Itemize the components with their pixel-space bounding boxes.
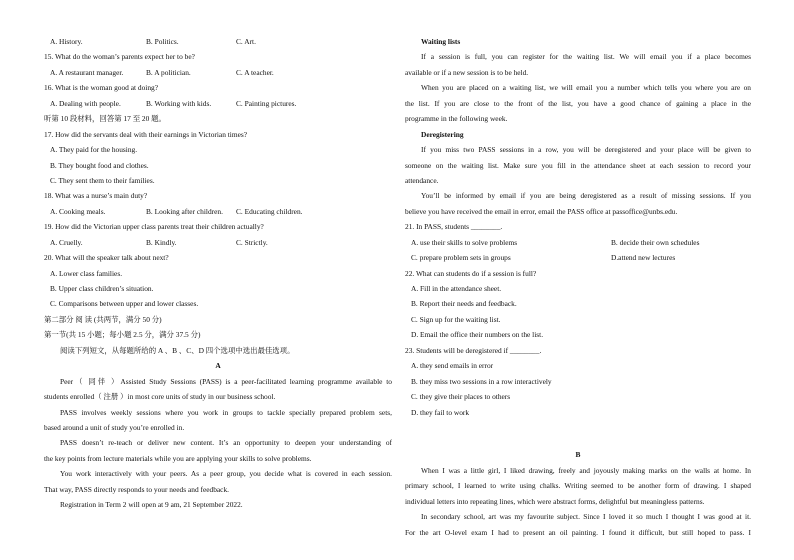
paragraph-line: believe you have received the email in error, email the PASS office at passoffice@unbs.edu. bbox=[405, 206, 678, 216]
option: D. Email the office their numbers on the list. bbox=[411, 330, 544, 340]
paragraph-line: someone on the waiting list. Make sure you fill in the attendance sheet at each session to record your bbox=[405, 160, 751, 170]
paragraph-line: available or if a new session is to be held. bbox=[405, 67, 529, 77]
paragraph-line: individual letters into repeating lines, which were abstract forms, delightful but meaningless patterns. bbox=[405, 496, 705, 506]
paragraph-line: PASS involves weekly sessions where you work in groups to tackle specially prepared problem sets, bbox=[60, 407, 392, 417]
waiting-lists-heading: Waiting lists bbox=[421, 37, 461, 46]
paragraph-line: You’ll be informed by email if you are being deregistered as a result of missing sessions. If you bbox=[421, 191, 751, 201]
question-21: 21. In PASS, students ________. bbox=[405, 222, 503, 232]
paragraph-line: In secondary school, art was my favourite subject. Since I loved it so much I thought I was good at it. bbox=[421, 512, 751, 522]
paragraph-line: Peer（ 同伴 ）Assisted Study Sessions (PASS) is a peer-facilitated learning programme available to bbox=[60, 376, 392, 386]
right-column bbox=[405, 34, 751, 540]
reading-instructions: 阅读下列短文，从每题所给的 A 、B 、C、D 四个选项中选出最佳选项。 bbox=[60, 345, 295, 355]
passage-a-label: A bbox=[215, 361, 221, 371]
option: B. they miss two sessions in a row interactively bbox=[411, 376, 552, 386]
spacer bbox=[405, 420, 751, 435]
question-23: 23. Students will be deregistered if ________. bbox=[405, 345, 542, 355]
paragraph-line: based around a unit of study you’re enrolled in. bbox=[44, 422, 185, 432]
option: B. decide their own schedules bbox=[611, 237, 700, 247]
option: B. Politics. bbox=[146, 37, 179, 46]
part-heading: 第二部分 阅 读 (共两节，满分 50 分) bbox=[44, 314, 162, 324]
q21-options-row2 bbox=[405, 250, 751, 265]
option: C. Sign up for the waiting list. bbox=[411, 314, 501, 324]
q14-options bbox=[44, 34, 392, 49]
section-heading: 第一节(共 15 小题；每小题 2.5 分，满分 37.5 分) bbox=[44, 330, 201, 340]
q21-options-row1 bbox=[405, 235, 751, 250]
question-20: 20. What will the speaker talk about next? bbox=[44, 253, 169, 263]
option: A. Fill in the attendance sheet. bbox=[411, 284, 502, 293]
q18-options bbox=[44, 204, 392, 219]
paragraph-line: If you miss two PASS sessions in a row, you will be deregistered and your place will be given to bbox=[421, 145, 751, 155]
option: B. Upper class children’s situation. bbox=[50, 284, 154, 293]
option: B. Kindly. bbox=[146, 237, 177, 247]
paragraph-line: If a session is full, you can register for the waiting list. We will email you if a place becomes bbox=[421, 52, 751, 62]
q15-options bbox=[44, 65, 392, 80]
option: A. History. bbox=[50, 37, 83, 46]
paragraph-line: That way, PASS directly responds to your needs and feedback. bbox=[44, 484, 229, 494]
option: D. they fail to work bbox=[411, 407, 470, 417]
paragraph-line: primary school, I learned to write using chalks. Writing seemed to be another form of drawing. I shaped bbox=[405, 481, 751, 491]
option: C. They sent them to their families. bbox=[50, 175, 155, 185]
option: A. A restaurant manager. bbox=[50, 67, 124, 77]
option: A. Dealing with people. bbox=[50, 98, 121, 108]
passage-b-label: B bbox=[575, 450, 581, 460]
listening-instruction: 听第 10 段材料，回答第 17 至 20 题。 bbox=[44, 114, 166, 124]
option: C. Educating children. bbox=[236, 206, 303, 216]
paragraph-line: the key points from lecture materials while you are applying your skills to solve problems. bbox=[44, 453, 312, 463]
paragraph-line: PASS doesn’t re-teach or deliver new content. It’s an opportunity to deepen your understanding of bbox=[60, 438, 392, 448]
paragraph-line: For the art O-level exam I had to present an oil painting. I found it difficult, but still hoped to pass. I bbox=[405, 527, 751, 537]
option: B. Report their needs and feedback. bbox=[411, 299, 517, 309]
question-17: 17. How did the servants deal with their earnings in Victorian times? bbox=[44, 129, 248, 139]
paragraph-line: students enrolled（ 注册 ）in most core units of study in our business school. bbox=[44, 392, 276, 402]
option: C. they give their places to others bbox=[411, 392, 511, 402]
q19-options bbox=[44, 235, 392, 250]
option: A. Cruelly. bbox=[50, 237, 83, 247]
paragraph-line: programme in the following week. bbox=[405, 114, 508, 124]
left-column bbox=[44, 34, 392, 513]
option: B. A politician. bbox=[146, 67, 191, 77]
question-19: 19. How did the Victorian upper class parents treat their children actually? bbox=[44, 222, 264, 232]
spacer bbox=[405, 435, 751, 447]
deregistering-heading: Deregistering bbox=[421, 129, 464, 139]
option: D.attend new lectures bbox=[611, 253, 676, 263]
paragraph-line: Registration in Term 2 will open at 9 am, 21 September 2022. bbox=[60, 500, 243, 510]
question-18: 18. What was a nurse’s main duty? bbox=[44, 191, 148, 201]
option: B. They bought food and clothes. bbox=[50, 160, 149, 170]
option: C. Painting pictures. bbox=[236, 98, 297, 108]
option: A. They paid for the housing. bbox=[50, 145, 138, 155]
paragraph-line: attendance. bbox=[405, 175, 439, 185]
option: C. Comparisons between upper and lower classes. bbox=[50, 299, 199, 309]
paragraph-line: When you are placed on a waiting list, we will email you a number which tells you where you are on bbox=[421, 83, 751, 93]
question-16: 16. What is the woman good at doing? bbox=[44, 83, 158, 93]
paragraph-line: You work interactively with your peers. As a peer group, you decide what is covered in each session. bbox=[60, 469, 392, 479]
question-22: 22. What can students do if a session is full? bbox=[405, 268, 537, 278]
option: C. Strictly. bbox=[236, 237, 268, 247]
option: B. Looking after children. bbox=[146, 206, 223, 216]
option: C. A teacher. bbox=[236, 67, 274, 77]
paragraph-line: When I was a little girl, I liked drawing, freely and joyously making marks on the walls at home. In bbox=[421, 465, 751, 475]
q16-options bbox=[44, 96, 392, 111]
option: A. Cooking meals. bbox=[50, 206, 106, 216]
option: C. prepare problem sets in groups bbox=[411, 253, 511, 263]
paragraph-line: the list. If you are close to the front of the list, you have a good chance of gaining a place in the bbox=[405, 98, 751, 108]
question-15: 15. What do the woman’s parents expect her to be? bbox=[44, 52, 195, 62]
option: A. use their skills to solve problems bbox=[411, 237, 518, 247]
option: A. they send emails in error bbox=[411, 361, 494, 371]
option: C. Art. bbox=[236, 37, 256, 46]
option: A. Lower class families. bbox=[50, 268, 123, 278]
option: B. Working with kids. bbox=[146, 98, 212, 108]
